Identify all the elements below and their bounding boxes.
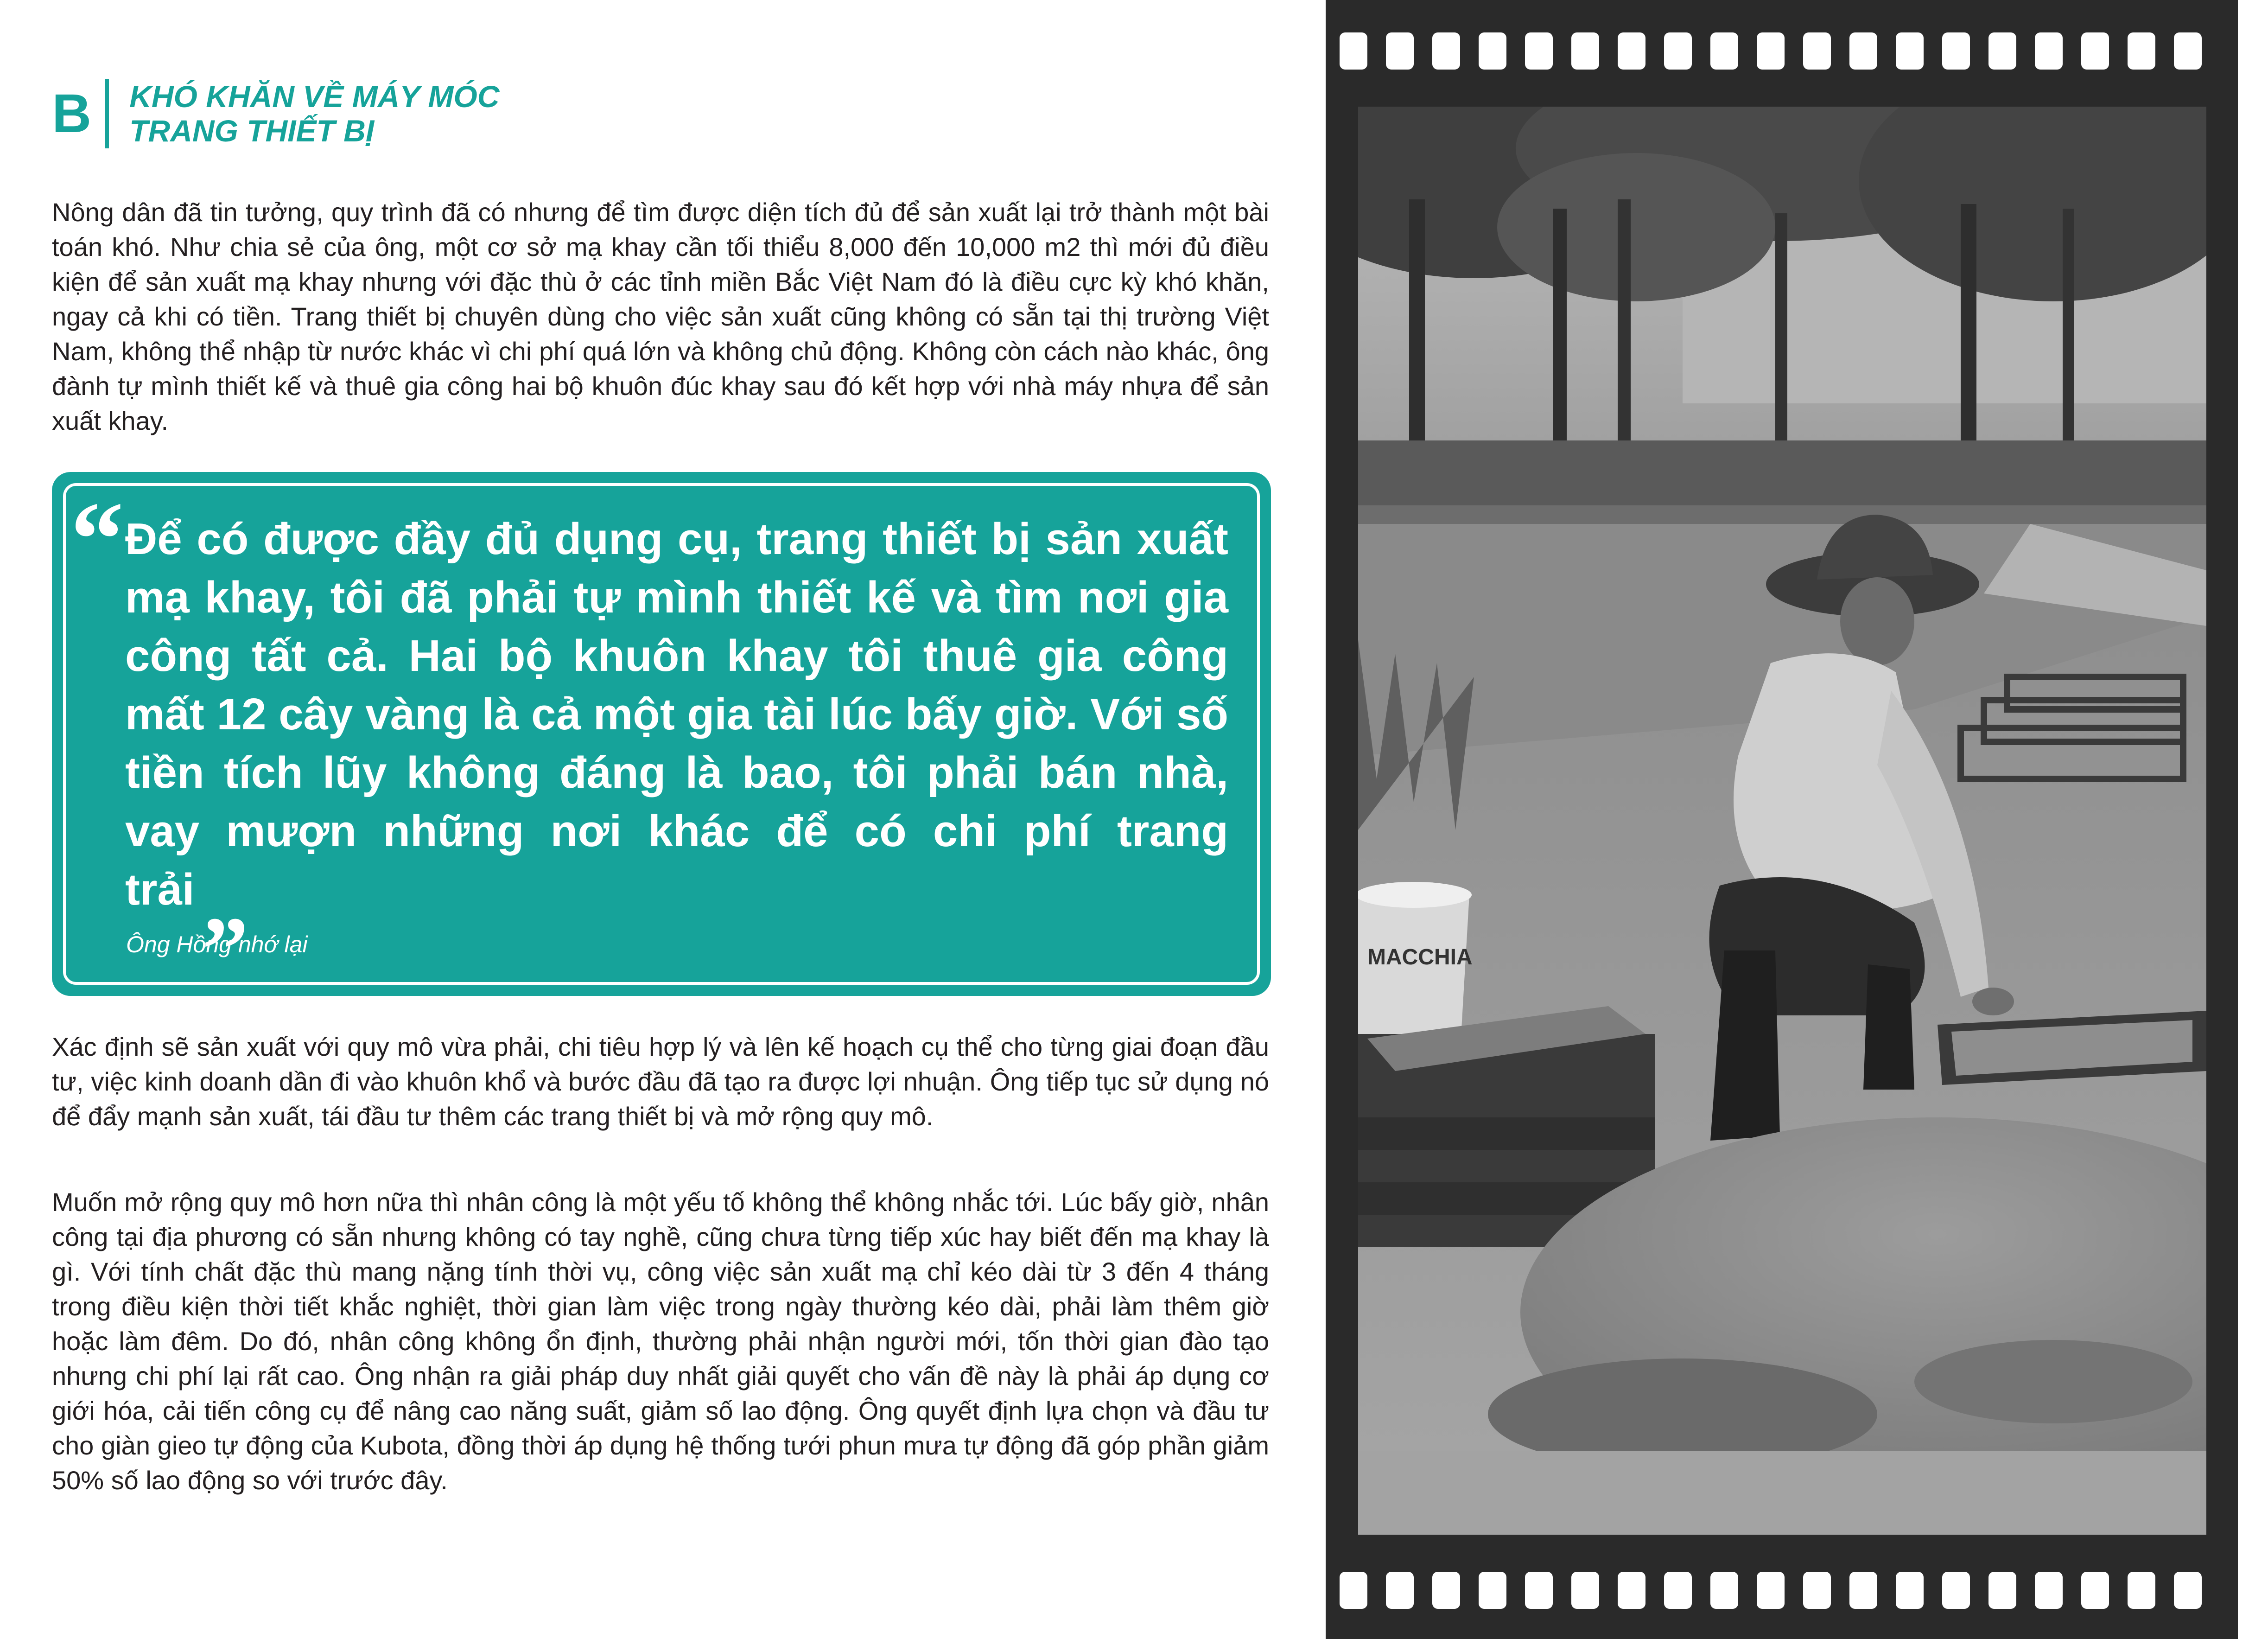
film-sprocket-hole: [2035, 32, 2063, 70]
film-sprocket-hole: [1896, 32, 1924, 70]
film-sprocket-hole: [1664, 1572, 1692, 1609]
film-sprocket-hole: [1432, 32, 1460, 70]
film-sprocket-hole: [2174, 32, 2202, 70]
section-header: [52, 79, 499, 148]
film-sprocket-hole: [1849, 1572, 1877, 1609]
film-sprocket-hole: [1618, 1572, 1645, 1609]
section-title-line-2: TRANG THIẾT BỊ: [129, 114, 375, 148]
section-divider: [105, 79, 109, 148]
film-sprocket-hole: [2128, 1572, 2155, 1609]
film-sprocket-hole: [1525, 1572, 1553, 1609]
film-sprocket-hole: [1525, 32, 1553, 70]
film-sprocket-hole: [2035, 1572, 2063, 1609]
film-sprocket-hole: [1664, 32, 1692, 70]
film-sprocket-hole: [1386, 1572, 1414, 1609]
film-sprocket-hole: [1942, 32, 1970, 70]
film-sprocket-hole: [2081, 1572, 2109, 1609]
film-sprocket-hole: [2081, 32, 2109, 70]
quote-attribution: Ông Hồng nhớ lại: [126, 931, 308, 957]
film-sprocket-hole: [1803, 1572, 1831, 1609]
section-letter: B: [52, 83, 92, 144]
film-sprocket-hole: [2128, 32, 2155, 70]
film-sprocket-hole: [1618, 32, 1645, 70]
quote-body: Để có được đầy đủ dụng cụ, trang thiết bị sản xuất mạ khay, tôi đã phải tự mình thiết kế và tìm nơi gia công tất cả. Hai bộ khuôn khay tôi thuê gia công mất 12 cây vàng là cả một gia tài lúc bấy giờ. Với số tiền tích lũy không đáng là bao, tôi phải bán nhà, vay mượn những nơi khác để có chi phí trang trải: [125, 514, 1228, 914]
paragraph-intro: Nông dân đã tin tưởng, quy trình đã có nhưng để tìm được diện tích đủ để sản xuất lại trở thành một bài toán khó. Như chia sẻ của ông, một cơ sở mạ khay cần tối thiểu 8,000 đến 10,000 m2 thì mới đủ điều kiện để sản xuất mạ khay nhưng với đặc thù ở các tỉnh miền Bắc Việt Nam đó là điều cực kỳ khó khăn, ngay cả khi có tiền. Trang thiết bị chuyên dùng cho việc sản xuất cũng không có sẵn tại thị trường Việt Nam, không thể nhập từ nước khác vì chi phí quá lớn và không chủ động. Không còn cách nào khác, ông đành tự mình thiết kế và thuê gia công hai bộ khuôn đúc khay sau đó kết hợp với nhà máy nhựa để sản xuất khay.: [52, 198, 1269, 435]
quote-close-icon: „: [203, 850, 249, 953]
film-sprocket-hole: [1571, 1572, 1599, 1609]
photo-farmer-seedling-trays: [1358, 107, 2206, 1535]
film-sprocket-hole: [1432, 1572, 1460, 1609]
film-sprocket-hole: [2174, 1572, 2202, 1609]
film-sprocket-hole: [1386, 32, 1414, 70]
film-sprocket-hole: [1988, 1572, 2016, 1609]
film-sprocket-hole: [1942, 1572, 1970, 1609]
film-sprocket-hole: [1479, 32, 1506, 70]
film-sprocket-hole: [1710, 32, 1738, 70]
film-sprockets-top: [1326, 32, 2238, 70]
film-sprocket-hole: [1571, 32, 1599, 70]
film-sprockets-bottom: [1326, 1572, 2238, 1609]
film-sprocket-hole: [1803, 32, 1831, 70]
section-title: [129, 79, 499, 148]
paragraph-business: Xác định sẽ sản xuất với quy mô vừa phải, chi tiêu hợp lý và lên kế hoạch cụ thể cho từng giai đoạn đầu tư, việc kinh doanh dần đi vào khuôn khổ và bước đầu đã tạo ra được lợi nhuận. Ông tiếp tục sử dụng nó để đẩy mạnh sản xuất, tái đầu tư thêm các trang thiết bị và mở rộng quy mô.: [52, 1032, 1269, 1131]
quote-box: [52, 472, 1271, 996]
film-sprocket-hole: [1479, 1572, 1506, 1609]
photo-illustration: [1358, 107, 2206, 1535]
film-sprocket-hole: [1340, 32, 1367, 70]
film-sprocket-hole: [1757, 32, 1785, 70]
bucket-label: MACCHIA: [1367, 945, 1473, 969]
film-sprocket-hole: [1849, 32, 1877, 70]
film-strip: [1326, 0, 2238, 1639]
film-sprocket-hole: [1710, 1572, 1738, 1609]
film-sprocket-hole: [1340, 1572, 1367, 1609]
film-sprocket-hole: [1757, 1572, 1785, 1609]
section-title-line-1: KHÓ KHĂN VỀ MÁY MÓC: [129, 79, 500, 114]
film-sprocket-hole: [1988, 32, 2016, 70]
paragraph-labor: Muốn mở rộng quy mô hơn nữa thì nhân công là một yếu tố không thể không nhắc tới. Lúc bấy giờ, nhân công tại địa phương có sẵn nhưng không có tay nghề, cũng chưa từng tiếp xúc hay biết đến mạ khay là gì. Với tính chất đặc thù mang nặng tính thời vụ, công việc sản xuất mạ chỉ kéo dài từ 3 đến 4 tháng trong điều kiện thời tiết khắc nghiệt, thời gian làm việc trong ngày thường kéo dài, phải làm thêm giờ hoặc làm đêm. Do đó, nhân công không ổn định, thường phải nhận người mới, tốn thời gian đào tạo nhưng chi phí lại rất cao. Ông nhận ra giải pháp duy nhất giải quyết cho vấn đề này là phải áp dụng cơ giới hóa, cải tiến công cụ để nâng cao năng suất, giảm số lao động. Ông quyết định lựa chọn và đầu tư cho giàn gieo tự động của Kubota, đồng thời áp dụng hệ thống tưới phun mưa tự động đã góp phần giảm 50% số lao động so với trước đây.: [52, 1187, 1269, 1495]
quote-open-icon: “: [70, 480, 124, 598]
film-sprocket-hole: [1896, 1572, 1924, 1609]
